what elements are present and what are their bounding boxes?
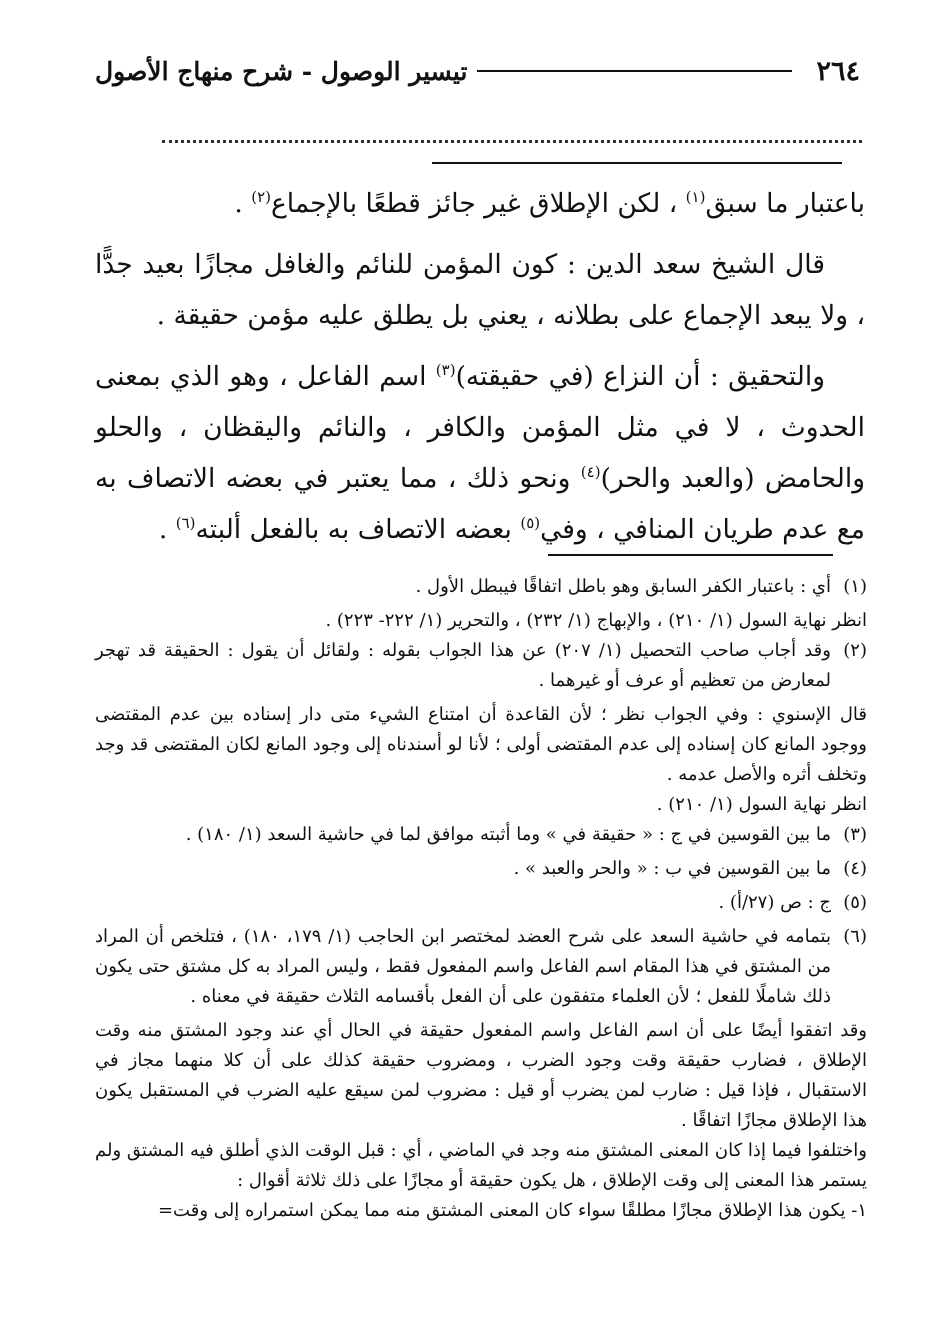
p3-text-e: . [158, 514, 176, 545]
footnote-body [95, 572, 831, 602]
footnote-continuation: قال الإسنوي : وفي الجواب نظر ؛ لأن القاعدة أن امتناع الشيء متى دار إسناده بين عدم المقتضى ووجود المانع كان إسناده إلى عدم المقتضى أولى ؛ لأنا لو أسندناه إلى وجود المانع لكان المقتضى قد وجد وتخلف أثره والأصل عدمه . [95, 704, 867, 785]
running-title: تيسير الوصول - شرح منهاج الأصول [95, 56, 468, 86]
footnote-continuation: واختلفوا فيما إذا كان المعنى المشتق منه وجد في الماضي ، أي : قبل الوقت الذي أطلق فيه المشتق ولم يستمر هذا المعنى إلى وقت الإطلاق ، هل يكون حقيقة أو مجازًا على ذلك ثلاثة أقوال : [95, 1140, 867, 1191]
main-text [95, 178, 865, 555]
dotted-separator [162, 140, 862, 143]
footnote-number: (٢) [843, 640, 867, 661]
footnote-ref-3[interactable]: (٣) [435, 361, 456, 380]
footnote-continuation: انظر نهاية السول (١/ ٢١٠) . [656, 794, 867, 815]
footnote-1 [95, 572, 867, 602]
footnote-ref-2[interactable]: (٢) [251, 188, 271, 207]
p1-text-a: باعتبار ما سبق [705, 188, 865, 219]
footnote-text: ما بين القوسين في ج : « حقيقة في » وما أثبته موافق لما في حاشية السعد (١/ ١٨٠) . [185, 824, 831, 845]
footnote-text: أي : باعتبار الكفر السابق وهو باطل اتفاقًا فيبطل الأول . [415, 576, 831, 597]
footnote-number: (٦) [843, 926, 867, 947]
section-rule [432, 162, 842, 164]
footnote-body [95, 888, 831, 918]
footnote-continuation: ١- يكون هذا الإطلاق مجازًا مطلقًا سواء كان المعنى المشتق منه مما يمكن استمراره إلى وقت= [157, 1200, 867, 1221]
footnote-body [95, 854, 831, 884]
footnote-body [95, 922, 831, 1012]
footnote-text: وقد أجاب صاحب التحصيل (١/ ٢٠٧) عن هذا الجواب بقوله : ولقائل أن يقول : الحقيقة قد تهجر لمعارض من تعظيم أو عرف أو غيرهما . [95, 640, 831, 691]
footnote-6 [95, 922, 867, 1012]
footnote-ref-4[interactable]: (٤) [580, 463, 601, 482]
footnote-continuation: وقد اتفقوا أيضًا على أن اسم الفاعل واسم المفعول حقيقة في الحال أي عند وجود المشتق منه وقت الإطلاق ، فضارب حقيقة وقت وجود الضرب ، ومضروب حقيقة كذلك على أن كلا منهما مجاز في الاستقبال ، فإذا قيل : ضارب لمن يضرب أو قيل : مضروب لمن سيقع عليه الضرب في المستقبل يكون هذا الإطلاق مجازًا اتفاقًا . [95, 1020, 867, 1131]
footnote-ref-1[interactable]: (١) [685, 188, 706, 207]
p1-text-b: ، لكن الإطلاق غير جائز قطعًا بالإجماع [270, 188, 686, 219]
footnote-body [95, 636, 831, 696]
footnote-number: (٤) [843, 858, 867, 879]
footnote-number: (٣) [843, 824, 867, 845]
footnote-ref-6[interactable]: (٦) [175, 514, 196, 533]
footnote-text: بتمامه في حاشية السعد على شرح العضد لمختصر ابن الحاجب (١/ ١٧٩، ١٨٠) ، فتلخص أن المراد من المشتق في هذا المقام اسم الفاعل واسم المفعول فقط ، وليس المراد به كل مشتق حتى يكون ذلك شاملًا للفعل ؛ لأن العلماء متفقون على أن الفعل بأقسامه الثلاث حقيقة في معناه . [95, 926, 831, 1007]
footnote-ref-5[interactable]: (٥) [520, 514, 541, 533]
footnote-text: ما بين القوسين في ب : « والحر والعبد » . [513, 858, 831, 879]
paragraph-2: قال الشيخ سعد الدين : كون المؤمن للنائم والغافل مجازًا بعيد جدًّا ، ولا يبعد الإجماع على بطلانه ، يعني بل يطلق عليه مؤمن حقيقة . [95, 249, 865, 331]
footnote-5 [95, 888, 867, 918]
p3-text-a: والتحقيق : أن النزاع (في حقيقته) [455, 361, 825, 392]
paragraph-3 [95, 351, 865, 555]
footnote-4 [95, 854, 867, 884]
p3-text-d: بعضه الاتصاف به بالفعل ألبته [195, 514, 521, 545]
footnote-3 [95, 820, 867, 850]
footnote-continuation: انظر نهاية السول (١/ ٢١٠) ، والإبهاج (١/ ٢٣٢) ، والتحرير (١/ ٢٢٢- ٢٢٣) . [325, 610, 867, 631]
paragraph-1 [95, 178, 865, 229]
p3-text-b: اسم الفاعل ، وهو الذي بمعنى الحدوث ، لا في مثل المؤمن والكافر ، والنائم واليقظان ، والحلو والحامض (والعبد والحر) [95, 361, 866, 494]
footnote-number: (١) [843, 576, 867, 597]
page-number: ٢٦٤ [816, 55, 860, 87]
footnotes [95, 572, 867, 1226]
header-rule [477, 70, 792, 72]
footnote-body [95, 820, 831, 850]
footnote-text: ج : ص (٢٧/أ) . [718, 892, 831, 913]
footnote-2 [95, 636, 867, 696]
page-header [95, 46, 860, 96]
p3-text-c: ونحو ذلك ، مما يعتبر في بعضه الاتصاف به مع عدم طريان المنافي ، وفي [95, 463, 865, 545]
footnote-separator [548, 554, 833, 556]
footnote-number: (٥) [843, 892, 867, 913]
p1-text-c: . [234, 188, 252, 219]
